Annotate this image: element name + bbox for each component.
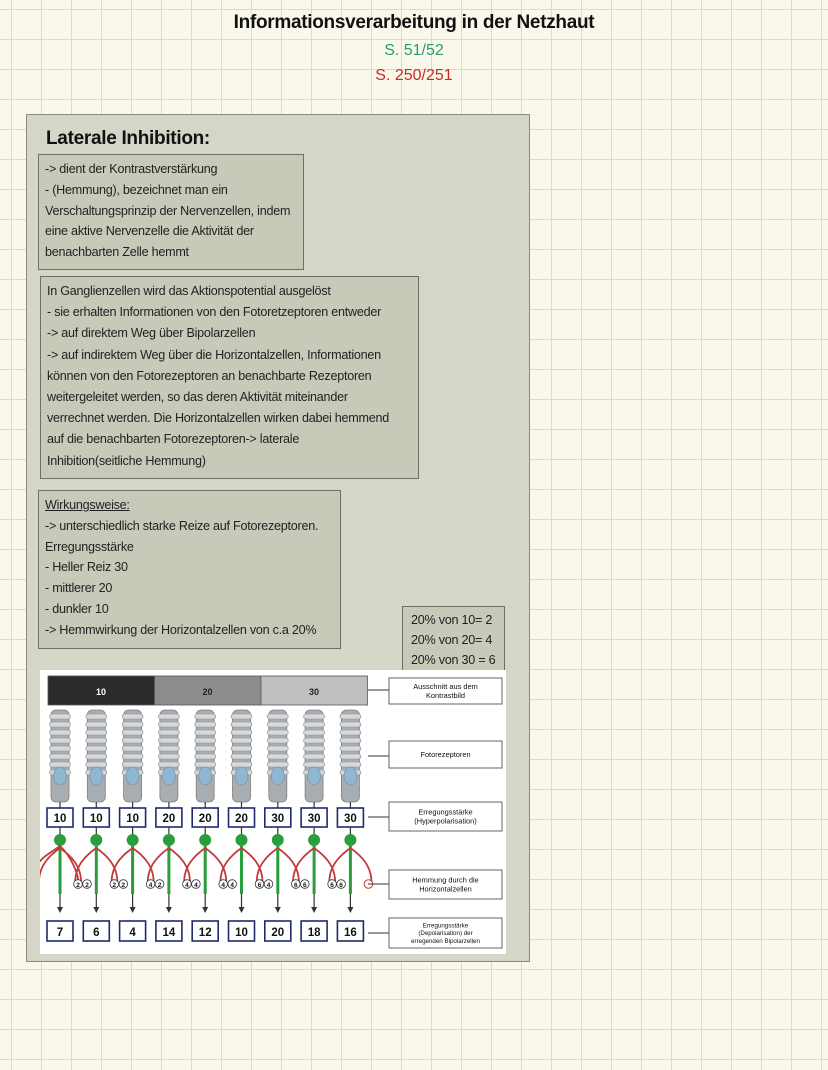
receptor-disc bbox=[158, 738, 179, 743]
receptor-disc bbox=[267, 762, 288, 767]
receptor-disc bbox=[195, 722, 216, 727]
ganglion-explanation-box bbox=[40, 276, 419, 479]
text-line: weitergeleitet werden, so das deren Aktivität miteinander bbox=[47, 390, 348, 405]
definition-box bbox=[38, 154, 304, 270]
result-value: 16 bbox=[344, 927, 357, 939]
text-line: Verschaltungsprinzip der Nervenzellen, indem bbox=[45, 203, 291, 218]
inhibition-value: 6 bbox=[302, 882, 307, 889]
contrast-bar-label: 30 bbox=[308, 687, 320, 697]
receptor-disc bbox=[86, 730, 107, 735]
calculation-box bbox=[402, 606, 505, 674]
photoreceptor bbox=[304, 710, 325, 802]
receptor-nucleus bbox=[126, 767, 139, 785]
bipolar-soma bbox=[344, 834, 356, 846]
legend-result-text: (Depolarisation) der bbox=[418, 930, 473, 938]
text-line: Erregungsstärke bbox=[45, 539, 134, 554]
legend-result-text: Erregungsstärke bbox=[422, 922, 469, 930]
receptor-disc bbox=[122, 762, 143, 767]
receptor-disc bbox=[50, 762, 71, 767]
receptor-disc bbox=[304, 722, 325, 727]
receptor-disc bbox=[267, 754, 288, 759]
legend-result-text: erregenden Bipolarzellen bbox=[411, 937, 480, 945]
receptor-disc bbox=[195, 730, 216, 735]
legend-excitation-text: Erregungsstärke bbox=[418, 807, 473, 817]
text-line: -> auf indirektem Weg über die Horizontalzellen, Informationen bbox=[47, 347, 381, 362]
text-line: - mittlerer 20 bbox=[45, 581, 113, 596]
result-value: 6 bbox=[93, 927, 100, 939]
legend-excitation-text: (Hyperpolarisation) bbox=[414, 816, 477, 826]
result-value: 10 bbox=[235, 927, 248, 939]
receptor-disc bbox=[122, 714, 143, 719]
photoreceptor bbox=[340, 710, 361, 802]
receptor-disc bbox=[340, 762, 361, 767]
receptor-disc bbox=[304, 738, 325, 743]
receptor-disc bbox=[195, 738, 216, 743]
receptor-disc bbox=[195, 754, 216, 759]
legend-inhibition-text: Horizontalzellen bbox=[419, 884, 472, 894]
calc-line: 20% von 10= 2 bbox=[411, 613, 493, 627]
inhibition-value: 4 bbox=[221, 882, 226, 889]
receptor-disc bbox=[267, 714, 288, 719]
page-title: Informationsverarbeitung in der Netzhaut bbox=[233, 12, 595, 33]
receptor-disc bbox=[267, 746, 288, 751]
receptor-disc bbox=[195, 762, 216, 767]
inhibition-value: 6 bbox=[330, 882, 334, 889]
receptor-nucleus bbox=[271, 767, 284, 785]
receptor-disc bbox=[158, 730, 179, 735]
photoreceptor bbox=[158, 710, 179, 802]
receptor-disc bbox=[122, 754, 143, 759]
receptor-disc bbox=[122, 738, 143, 743]
text-line: -> unterschiedlich starke Reize auf Fotorezeptoren. bbox=[45, 518, 319, 533]
calc-line: 20% von 30 = 6 bbox=[411, 653, 496, 667]
result-value: 20 bbox=[271, 927, 285, 939]
text-line: können von den Fotorezeptoren an benachbarte Rezeptoren bbox=[47, 368, 372, 383]
mechanism-box bbox=[38, 490, 341, 649]
excitation-value: 20 bbox=[235, 813, 248, 825]
receptor-disc bbox=[267, 738, 288, 743]
receptor-disc bbox=[158, 746, 179, 751]
receptor-disc bbox=[304, 714, 325, 719]
legend-contrast-text: Kontrastbild bbox=[425, 691, 466, 701]
receptor-disc bbox=[122, 746, 143, 751]
bipolar-soma bbox=[199, 834, 211, 846]
receptor-nucleus bbox=[90, 767, 103, 785]
receptor-disc bbox=[86, 722, 107, 727]
receptor-disc bbox=[158, 762, 179, 767]
bipolar-soma bbox=[90, 834, 102, 846]
receptor-disc bbox=[158, 754, 179, 759]
inhibition-value: 6 bbox=[339, 882, 343, 889]
photoreceptor bbox=[86, 710, 107, 802]
receptor-disc bbox=[86, 738, 107, 743]
receptor-disc bbox=[340, 730, 361, 735]
receptor-disc bbox=[86, 746, 107, 751]
legend-inhibition-text: Hemmung durch die bbox=[412, 875, 479, 885]
inhibition-value: 4 bbox=[230, 882, 235, 889]
receptor-disc bbox=[340, 722, 361, 727]
inhibition-value: 4 bbox=[194, 882, 198, 889]
result-value: 4 bbox=[129, 927, 136, 939]
inhibition-value: 2 bbox=[157, 882, 162, 889]
text-line: -> dient der Kontrastverstärkung bbox=[45, 162, 218, 176]
result-value: 14 bbox=[162, 927, 176, 939]
excitation-value: 20 bbox=[198, 813, 212, 825]
excitation-value: 30 bbox=[307, 813, 321, 825]
receptor-disc bbox=[50, 722, 71, 727]
result-value: 12 bbox=[198, 927, 212, 939]
receptor-disc bbox=[158, 722, 179, 727]
receptor-disc bbox=[195, 714, 216, 719]
bipolar-soma bbox=[127, 834, 139, 846]
receptor-disc bbox=[340, 738, 361, 743]
excitation-value: 30 bbox=[344, 813, 357, 825]
receptor-disc bbox=[267, 722, 288, 727]
receptor-disc bbox=[340, 714, 361, 719]
photoreceptor bbox=[231, 710, 252, 802]
receptor-disc bbox=[304, 746, 325, 751]
text-line: - (Hemmung), bezeichnet man ein bbox=[45, 182, 228, 197]
receptor-disc bbox=[50, 730, 71, 735]
bipolar-soma bbox=[308, 834, 320, 846]
receptor-disc bbox=[231, 730, 252, 735]
excitation-value: 20 bbox=[162, 813, 176, 825]
receptor-nucleus bbox=[344, 767, 357, 785]
inhibition-value: 2 bbox=[112, 882, 117, 889]
receptor-disc bbox=[231, 738, 252, 743]
receptor-disc bbox=[340, 754, 361, 759]
receptor-disc bbox=[231, 722, 252, 727]
page-reference-green: S. 51/52 bbox=[384, 42, 444, 59]
text-line: - Heller Reiz 30 bbox=[45, 560, 128, 575]
contrast-bar-label: 20 bbox=[202, 687, 213, 697]
photoreceptor bbox=[122, 710, 143, 802]
receptor-nucleus bbox=[199, 767, 212, 785]
excitation-value: 10 bbox=[89, 813, 103, 825]
result-value: 7 bbox=[56, 927, 64, 939]
inhibition-value: 4 bbox=[185, 882, 189, 889]
inhibition-value: 4 bbox=[148, 882, 153, 889]
receptor-disc bbox=[340, 746, 361, 751]
photoreceptor bbox=[195, 710, 216, 802]
text-line: - sie erhalten Informationen von den Fotoretzeptoren entweder bbox=[47, 305, 382, 320]
bipolar-soma bbox=[236, 834, 248, 846]
photoreceptor bbox=[50, 710, 71, 802]
legend-photoreceptors-text: Fotorezeptoren bbox=[420, 750, 471, 760]
bipolar-soma bbox=[272, 834, 284, 846]
bipolar-soma bbox=[163, 834, 175, 846]
inhibition-value: 2 bbox=[121, 882, 126, 889]
receptor-disc bbox=[50, 738, 71, 743]
excitation-value: 10 bbox=[126, 813, 139, 825]
inhibition-value: 4 bbox=[266, 882, 271, 889]
text-line: auf die benachbarten Fotorezeptoren-> laterale bbox=[47, 432, 300, 447]
receptor-disc bbox=[304, 730, 325, 735]
calc-line: 20% von 20= 4 bbox=[411, 633, 493, 647]
legend-contrast-text: Ausschnitt aus dem bbox=[413, 682, 478, 692]
result-value: 18 bbox=[307, 927, 321, 939]
text-line: - dunkler 10 bbox=[45, 601, 109, 616]
receptor-disc bbox=[86, 714, 107, 719]
bipolar-soma bbox=[54, 834, 66, 846]
receptor-disc bbox=[195, 746, 216, 751]
receptor-disc bbox=[122, 722, 143, 727]
inhibition-value: 6 bbox=[293, 882, 298, 889]
mechanism-title: Wirkungsweise: bbox=[45, 498, 130, 512]
receptor-disc bbox=[50, 754, 71, 759]
receptor-disc bbox=[304, 762, 325, 767]
receptor-disc bbox=[267, 730, 288, 735]
receptor-disc bbox=[231, 762, 252, 767]
inhibition-value: 6 bbox=[257, 882, 262, 889]
lateral-inhibition-diagram bbox=[40, 670, 506, 954]
text-line: In Ganglienzellen wird das Aktionspotential ausgelöst bbox=[47, 284, 331, 298]
text-line: Inhibition(seitliche Hemmung) bbox=[47, 453, 206, 468]
receptor-nucleus bbox=[162, 767, 175, 785]
receptor-disc bbox=[158, 714, 179, 719]
receptor-disc bbox=[122, 730, 143, 735]
receptor-disc bbox=[86, 762, 107, 767]
receptor-nucleus bbox=[235, 767, 248, 785]
receptor-disc bbox=[86, 754, 107, 759]
receptor-disc bbox=[304, 754, 325, 759]
section-heading: Laterale Inhibition: bbox=[46, 128, 210, 149]
receptor-disc bbox=[231, 746, 252, 751]
receptor-disc bbox=[50, 746, 71, 751]
inhibition-value: 2 bbox=[85, 882, 89, 889]
receptor-disc bbox=[231, 714, 252, 719]
text-line: benachbarten Zelle hemmt bbox=[45, 245, 189, 260]
receptor-nucleus bbox=[54, 767, 67, 785]
text-line: -> Hemmwirkung der Horizontalzellen von c.a 20% bbox=[45, 622, 317, 637]
text-line: verrechnet werden. Die Horizontalzellen wirken dabei hemmend bbox=[47, 411, 390, 426]
text-line: -> auf direktem Weg über Bipolarzellen bbox=[47, 326, 256, 341]
excitation-value: 10 bbox=[53, 813, 67, 825]
contrast-bar-label: 10 bbox=[95, 687, 107, 697]
excitation-value: 30 bbox=[271, 813, 285, 825]
page-reference-red: S. 250/251 bbox=[375, 67, 453, 84]
text-line: eine aktive Nervenzelle die Aktivität der bbox=[45, 224, 254, 239]
inhibition-value: 2 bbox=[76, 882, 80, 889]
photoreceptor bbox=[267, 710, 288, 802]
receptor-nucleus bbox=[308, 767, 321, 785]
receptor-disc bbox=[231, 754, 252, 759]
receptor-disc bbox=[50, 714, 71, 719]
